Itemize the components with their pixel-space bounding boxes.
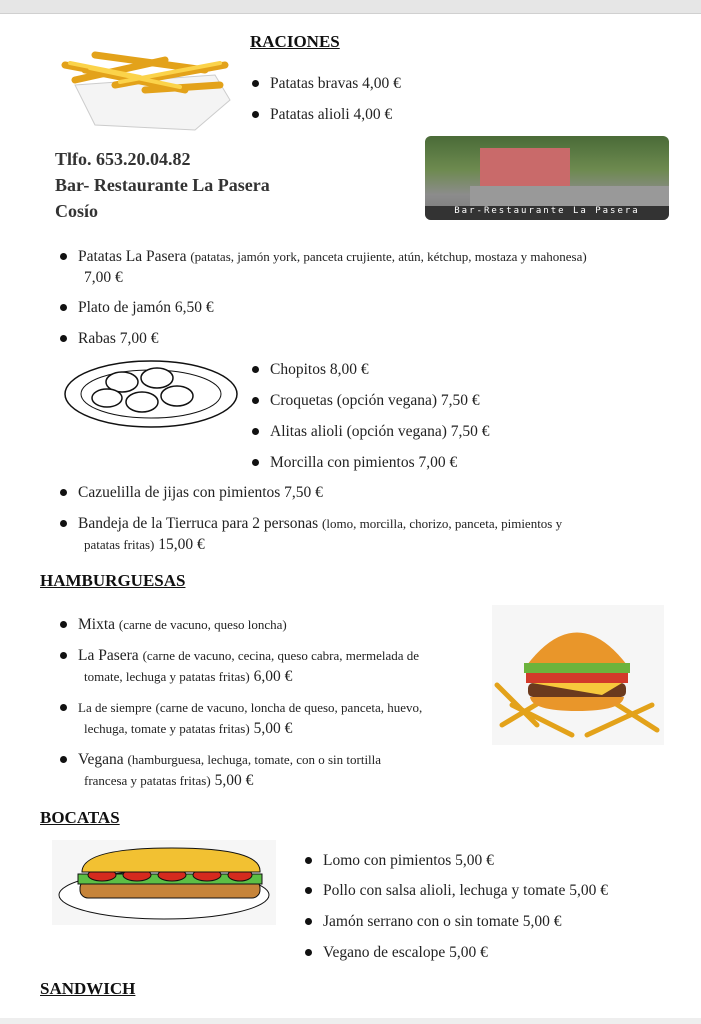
fries-illustration <box>55 35 235 135</box>
list-item: Patatas bravas 4,00 € <box>248 73 401 94</box>
list-item: Patatas La Pasera (patatas, jamón york, panceta crujiente, atún, kétchup, mostaza y mahonesa) 7,00 € <box>56 246 587 288</box>
burger-illustration <box>492 605 664 745</box>
list-item: Plato de jamón 6,50 € <box>56 297 214 318</box>
top-bar <box>0 0 701 14</box>
sandwich-illustration <box>52 840 276 925</box>
croquetas-plate-illustration <box>62 358 240 430</box>
list-item: Croquetas (opción vegana) 7,50 € <box>248 390 480 411</box>
list-item: Vegana (hamburguesa, lechuga, tomate, con o sin tortilla francesa y patatas fritas) 5,00 € <box>56 749 381 791</box>
list-item: Cazuelilla de jijas con pimientos 7,50 € <box>56 482 323 503</box>
hamburguesas-heading: HAMBURGUESAS <box>40 571 186 590</box>
list-item: Pollo con salsa alioli, lechuga y tomate 5,00 € <box>301 880 608 901</box>
list-item: Jamón serrano con o sin tomate 5,00 € <box>301 911 561 932</box>
list-item: Mixta (carne de vacuno, queso loncha) <box>56 614 287 635</box>
list-item: Morcilla con pimientos 7,00 € <box>248 452 457 473</box>
list-item: Bandeja de la Tierruca para 2 personas (lomo, morcilla, chorizo, panceta, pimientos y patatas fritas) 15,00 € <box>56 513 562 555</box>
parking <box>470 186 669 206</box>
town: Cosío <box>55 201 99 221</box>
bottom-bar <box>0 1018 701 1024</box>
list-item: Lomo con pimientos 5,00 € <box>301 850 494 871</box>
restaurant-name: Bar- Restaurante La Pasera <box>55 175 270 195</box>
phone: Tlfo. 653.20.04.82 <box>55 149 191 169</box>
list-item: Patatas alioli 4,00 € <box>248 104 392 125</box>
restaurant-photo <box>425 136 669 220</box>
bocatas-heading: BOCATAS <box>40 808 120 827</box>
list-item: La Pasera (carne de vacuno, cecina, queso cabra, mermelada de tomate, lechuga y patatas fritas) 6,00 € <box>56 645 419 687</box>
list-item: Rabas 7,00 € <box>56 328 159 349</box>
list-item: Chopitos 8,00 € <box>248 359 369 380</box>
list-item: La de siempre (carne de vacuno, loncha de queso, panceta, huevo, lechuga, tomate y patatas fritas) 5,00 € <box>56 697 422 739</box>
sandwich-heading: SANDWICH <box>40 979 136 998</box>
photo-caption: Bar-Restaurante La Pasera <box>425 206 669 220</box>
list-item: Vegano de escalope 5,00 € <box>301 942 488 963</box>
building <box>480 148 570 188</box>
raciones-heading: RACIONES <box>250 32 340 51</box>
contact-info <box>55 146 270 224</box>
list-item: Alitas alioli (opción vegana) 7,50 € <box>248 421 490 442</box>
